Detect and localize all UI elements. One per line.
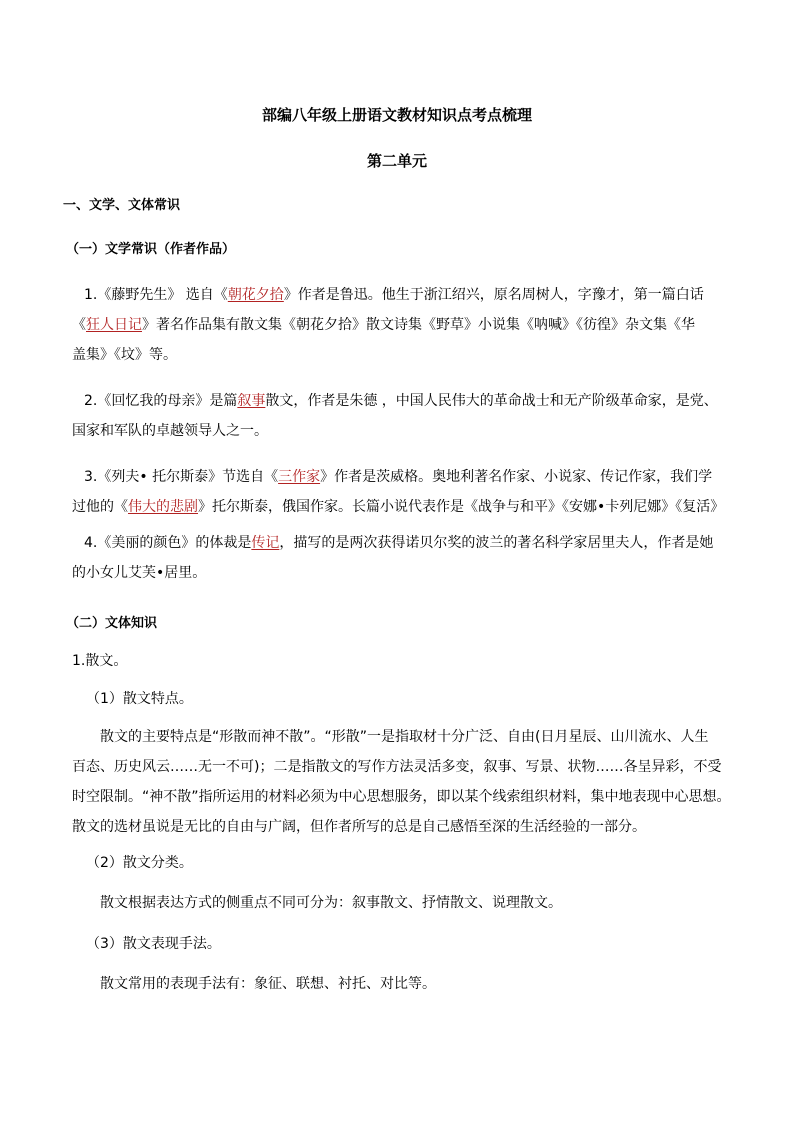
text-line: 散文的选材虽说是无比的自由与广阔，但作者所写的总是自己感悟至深的生活经验的一部分。: [72, 819, 646, 835]
text-segment: 2.《回忆我的母亲》是篇: [84, 393, 238, 409]
prose-label: 1.散文。: [72, 653, 128, 669]
highlighted-term: 三作家: [278, 469, 321, 485]
text-segment: 《: [72, 317, 86, 333]
subsection-heading-authors: （一）文学常识（作者作品）: [66, 242, 236, 257]
text-line: 百态、历史风云……无一不可)；二是指散文的写作方法灵活多变，叙事、写景、状物……各呈异彩，不受: [72, 759, 722, 775]
prose-types-label: （2）散文分类。: [86, 855, 193, 871]
text-segment: 3.《列夫• 托尔斯泰》节选自《: [84, 469, 279, 485]
text-line: [84, 280, 756, 310]
highlighted-term: 传记: [251, 535, 280, 551]
text-segment: 散文，作者是朱德 ，中国人民伟大的革命战士和无产阶级革命家，是党、: [265, 393, 718, 409]
text-line: [72, 340, 756, 370]
highlighted-term: 狂人日记: [86, 317, 142, 333]
text-segment: 1.《藤野先生》 选自《: [84, 287, 228, 303]
text-segment: 》著名作品集有散文集《朝花夕拾》散文诗集《野草》小说集《呐喊》《彷徨》杂文集《华: [142, 317, 695, 333]
highlighted-term: 朝花夕拾: [227, 287, 284, 303]
text-segment: 》托尔斯泰，俄国作家。长篇小说代表作是《战争与和平》《安娜•卡列尼娜》《复活》: [198, 499, 725, 515]
item-paragraph: [72, 280, 756, 370]
text-line: [72, 416, 756, 446]
text-segment: 》作者是茨威格。奥地利著名作家、小说家、传记作家，我们学: [320, 469, 713, 485]
text-segment: 4.《美丽的颜色》的体裁是: [84, 535, 252, 551]
text-segment: 盖集》《坟》等。: [72, 347, 177, 363]
text-line: [72, 492, 756, 522]
prose-features-label: （1）散文特点。: [86, 691, 193, 707]
prose-techniques-text: 散文常用的表现手法有：象征、联想、衬托、对比等。: [100, 976, 436, 992]
prose-techniques-label: （3）散文表现手法。: [86, 936, 221, 952]
prose-features-text: [72, 722, 744, 842]
document-title: 部编八年级上册语文教材知识点考点梳理: [261, 106, 532, 124]
highlighted-term: 叙事: [237, 393, 266, 409]
text-segment: ，描写的是两次获得诺贝尔奖的波兰的著名科学家居里夫人，作者是她: [279, 535, 714, 551]
subsection-heading-genres: （二）文体知识: [66, 616, 158, 631]
item-paragraph: [72, 386, 756, 446]
unit-title: 第二单元: [366, 152, 427, 170]
highlighted-term: 伟大的悲剧: [128, 499, 198, 515]
text-segment: 国家和军队的卓越领导人之一。: [72, 423, 268, 439]
text-line: 时空限制。“神不散”指所运用的材料必须为中心思想服务，即以某个线索组织材料，集中地表现中心思想。: [72, 789, 731, 805]
text-line: [84, 528, 756, 558]
text-segment: 过他的《: [72, 499, 128, 515]
item-paragraph: [72, 462, 756, 522]
text-line: 散文的主要特点是“形散而神不散”。“形散”一是指取材十分广泛、自由(日月星辰、山川流水、人生: [100, 729, 709, 745]
prose-types-text: 散文根据表达方式的侧重点不同可分为：叙事散文、抒情散文、说理散文。: [100, 895, 562, 911]
text-line: [72, 310, 756, 340]
item-paragraph: [72, 528, 756, 588]
text-segment: 》作者是鲁迅。他生于浙江绍兴，原名周树人，字豫才，第一篇白话: [283, 287, 704, 303]
text-line: [84, 386, 756, 416]
text-line: [72, 558, 756, 588]
section-heading-literature: 一、文学、文体常识: [63, 198, 181, 213]
text-line: [84, 462, 756, 492]
text-segment: 的小女儿艾芙•居里。: [72, 565, 207, 581]
